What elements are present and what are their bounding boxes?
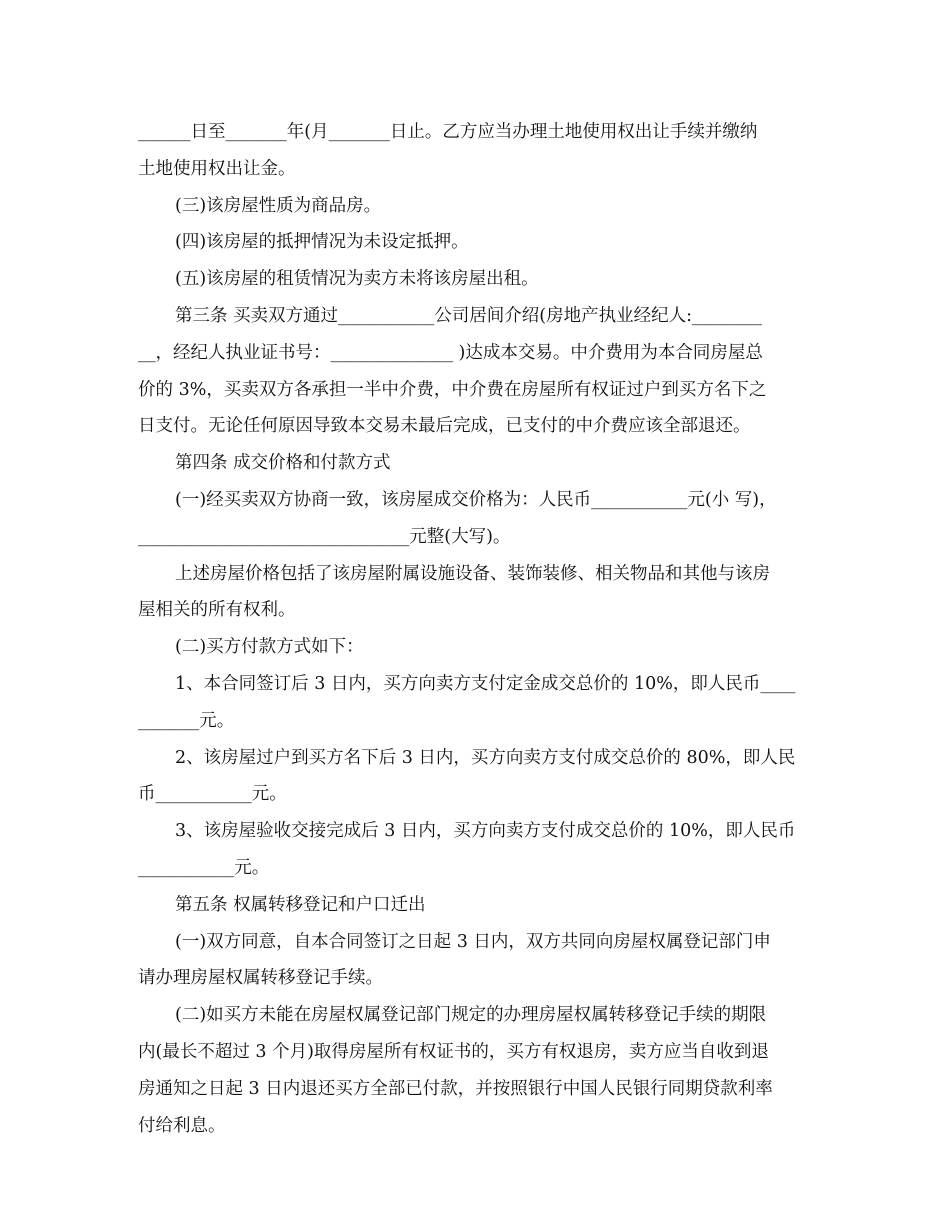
text-line: (一)经买卖双方协商一致，该房屋成交价格为：人民币___________元(小 写)， — [175, 489, 777, 510]
text-line: (四)该房屋的抵押情况为未设定抵押。 — [175, 232, 469, 253]
text-line: _______________________________元整(大写)。 — [138, 526, 511, 547]
text-line: (五)该房屋的租赁情况为卖方未将该房屋出租。 — [175, 269, 539, 290]
text-line: 屋相关的所有权利。 — [138, 600, 296, 621]
text-line: (一)双方同意，自本合同签订之日起 3 日内，双方共同向房屋权属登记部门申 — [175, 931, 771, 952]
text-line: _______元。 — [138, 710, 235, 731]
text-line: 请办理房屋权属转移登记手续。 — [138, 968, 383, 989]
text-line: 币___________元。 — [138, 784, 287, 805]
text-line: 2、该房屋过户到买方名下后 3 日内，买方向卖方支付成交总价的 80%，即人民 — [175, 747, 796, 768]
text-line: 日支付。无论任何原因导致本交易未最后完成，已支付的中介费应该全部退还。 — [138, 416, 751, 437]
contract-body-text — [138, 114, 818, 1144]
text-line: 付给利息。 — [138, 1115, 226, 1136]
text-line: 第四条 成交价格和付款方式 — [175, 453, 391, 474]
text-line: ___________元。 — [138, 857, 270, 878]
text-line: __，经纪人执业证书号：______________ )达成本交易。中介费用为本合同房屋总 — [138, 342, 763, 363]
text-line: (二)如买方未能在房屋权属登记部门规定的办理房屋权属转移登记手续的期限 — [175, 1005, 767, 1026]
text-line: 第五条 权属转移登记和户口迁出 — [175, 894, 426, 915]
text-line: 土地使用权出让金。 — [138, 158, 296, 179]
text-line: 第三条 买卖双方通过___________公司居间介绍(房地产执业经纪人:________ — [175, 305, 763, 326]
text-line: 内(最长不超过 3 个月)取得房屋所有权证书的，买方有权退房，卖方应当自收到退 — [138, 1041, 769, 1062]
text-line: (二)买方付款方式如下： — [175, 637, 364, 658]
text-line: 价的 3%，买卖双方各承担一半中介费，中介费在房屋所有权证过户到买方名下之 — [138, 379, 767, 400]
text-line: ______日至_______年(月_______日止。乙方应当办理土地使用权出让手续并缴纳 — [138, 122, 758, 142]
text-line: 上述房屋价格包括了该房屋附属设施设备、装饰装修、相关物品和其他与该房 — [175, 563, 770, 584]
text-line: 1、本合同签订后 3 日内，买方向卖方支付定金成交总价的 10%，即人民币____ — [175, 673, 796, 694]
text-line: 房通知之日起 3 日内退还买方全部已付款，并按照银行中国人民银行同期贷款利率 — [138, 1078, 773, 1099]
text-line: 3、该房屋验收交接完成后 3 日内，买方向卖方支付成交总价的 10%，即人民币 — [175, 821, 796, 842]
text-line: (三)该房屋性质为商品房。 — [175, 195, 382, 216]
